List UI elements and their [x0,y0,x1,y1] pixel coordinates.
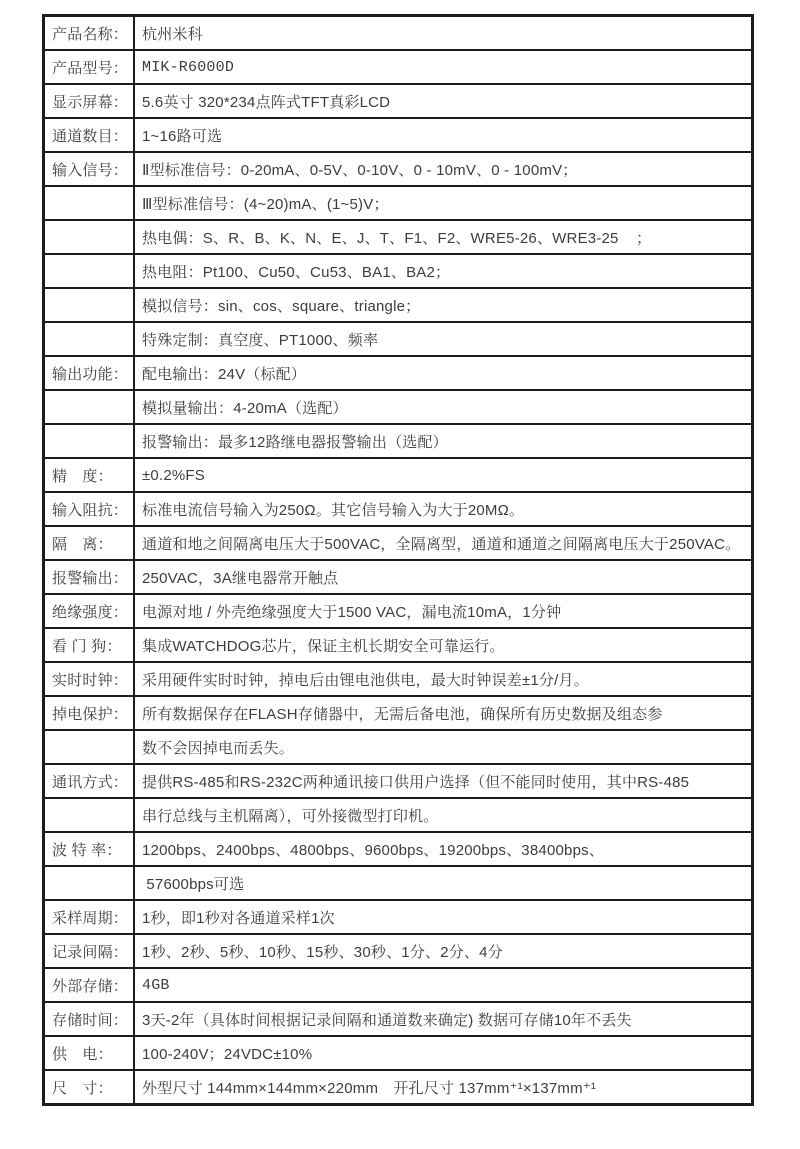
spec-value: 1秒，即1秒对各通道采样1次 [134,900,753,934]
table-row [44,186,753,220]
spec-label [44,254,135,288]
spec-label: 存储时间： [44,1002,135,1036]
spec-value: 所有数据保存在FLASH存储器中，无需后备电池，确保所有历史数据及组态参 [134,696,753,730]
spec-label: 记录间隔： [44,934,135,968]
spec-value: 57600bps可选 [134,866,753,900]
table-row [44,220,753,254]
table-row [44,424,753,458]
spec-table-rows [44,16,753,1105]
spec-label [44,186,135,220]
table-row [44,696,753,730]
table-row [44,1070,753,1105]
spec-value: 通道和地之间隔离电压大于500VAC，全隔离型，通道和通道之间隔离电压大于250VAC。 [134,526,753,560]
spec-value: 采用硬件实时时钟，掉电后由锂电池供电，最大时钟误差±1分/月。 [134,662,753,696]
spec-label [44,390,135,424]
spec-value: 杭州米科 [134,16,753,51]
spec-value: 外型尺寸 144mm×144mm×220mm 开孔尺寸 137mm⁺¹×137mm⁺¹ [134,1070,753,1105]
table-row [44,288,753,322]
spec-value: 配电输出：24V（标配） [134,356,753,390]
spec-label: 采样周期： [44,900,135,934]
spec-value: 集成WATCHDOG芯片，保证主机长期安全可靠运行。 [134,628,753,662]
spec-label: 产品名称： [44,16,135,51]
table-row [44,152,753,186]
spec-label: 尺 寸： [44,1070,135,1105]
spec-value: 热电阻：Pt100、Cu50、Cu53、BA1、BA2； [134,254,753,288]
spec-label [44,220,135,254]
table-row [44,628,753,662]
spec-label: 报警输出： [44,560,135,594]
spec-value: 电源对地 / 外壳绝缘强度大于1500 VAC，漏电流10mA，1分钟 [134,594,753,628]
spec-label: 隔 离： [44,526,135,560]
table-row [44,832,753,866]
table-row [44,934,753,968]
table-row [44,50,753,84]
spec-label: 输入信号： [44,152,135,186]
spec-value: 1200bps、2400bps、4800bps、9600bps、19200bps、38400bps、 [134,832,753,866]
spec-value: 标准电流信号输入为250Ω。其它信号输入为大于20MΩ。 [134,492,753,526]
spec-value: 串行总线与主机隔离），可外接微型打印机。 [134,798,753,832]
spec-value: 250VAC，3A继电器常开触点 [134,560,753,594]
spec-label: 输入阻抗： [44,492,135,526]
spec-label: 掉电保护： [44,696,135,730]
table-row [44,764,753,798]
spec-label [44,798,135,832]
spec-label [44,866,135,900]
product-spec-table [42,14,754,1106]
table-row [44,900,753,934]
spec-label: 实时时钟： [44,662,135,696]
spec-value: Ⅲ型标准信号：(4~20)mA、(1~5)V； [134,186,753,220]
table-row [44,968,753,1002]
spec-label: 波 特 率： [44,832,135,866]
spec-label: 通道数目： [44,118,135,152]
table-row [44,526,753,560]
table-row [44,322,753,356]
spec-label: 看 门 狗： [44,628,135,662]
table-row [44,866,753,900]
spec-label: 产品型号： [44,50,135,84]
table-row [44,458,753,492]
spec-label: 外部存储： [44,968,135,1002]
spec-value: 特殊定制：真空度、PT1000、频率 [134,322,753,356]
spec-value: 数不会因掉电而丢失。 [134,730,753,764]
spec-label: 通讯方式： [44,764,135,798]
spec-value: 1~16路可选 [134,118,753,152]
spec-value: 3天-2年（具体时间根据记录间隔和通道数来确定) 数据可存储10年不丢失 [134,1002,753,1036]
table-row [44,492,753,526]
table-row [44,594,753,628]
table-row [44,118,753,152]
spec-value: ±0.2%FS [134,458,753,492]
spec-label: 供 电： [44,1036,135,1070]
table-row [44,730,753,764]
table-row [44,560,753,594]
spec-value: 热电偶：S、R、B、K、N、E、J、T、F1、F2、WRE5-26、WRE3-25 ； [134,220,753,254]
spec-value: Ⅱ型标准信号：0-20mA、0-5V、0-10V、0 - 10mV、0 - 100mV； [134,152,753,186]
spec-label [44,730,135,764]
spec-value: 模拟信号：sin、cos、square、triangle； [134,288,753,322]
spec-label [44,288,135,322]
table-row [44,662,753,696]
table-row [44,390,753,424]
table-row [44,356,753,390]
spec-label: 精 度： [44,458,135,492]
spec-value: MIK-R6000D [134,50,753,84]
spec-value: 100-240V；24VDC±10% [134,1036,753,1070]
table-row [44,798,753,832]
spec-label: 输出功能： [44,356,135,390]
spec-value: 提供RS-485和RS-232C两种通讯接口供用户选择（但不能同时使用，其中RS-485 [134,764,753,798]
spec-label: 显示屏幕： [44,84,135,118]
spec-value: 报警输出：最多12路继电器报警输出（选配） [134,424,753,458]
table-row [44,1002,753,1036]
spec-value: 模拟量输出：4-20mA（选配） [134,390,753,424]
table-row [44,1036,753,1070]
table-row [44,254,753,288]
spec-value: 4GB [134,968,753,1002]
table-row [44,84,753,118]
table-row [44,16,753,51]
spec-label [44,424,135,458]
spec-value: 5.6英寸 320*234点阵式TFT真彩LCD [134,84,753,118]
spec-label [44,322,135,356]
spec-value: 1秒、2秒、5秒、10秒、15秒、30秒、1分、2分、4分 [134,934,753,968]
spec-label: 绝缘强度： [44,594,135,628]
